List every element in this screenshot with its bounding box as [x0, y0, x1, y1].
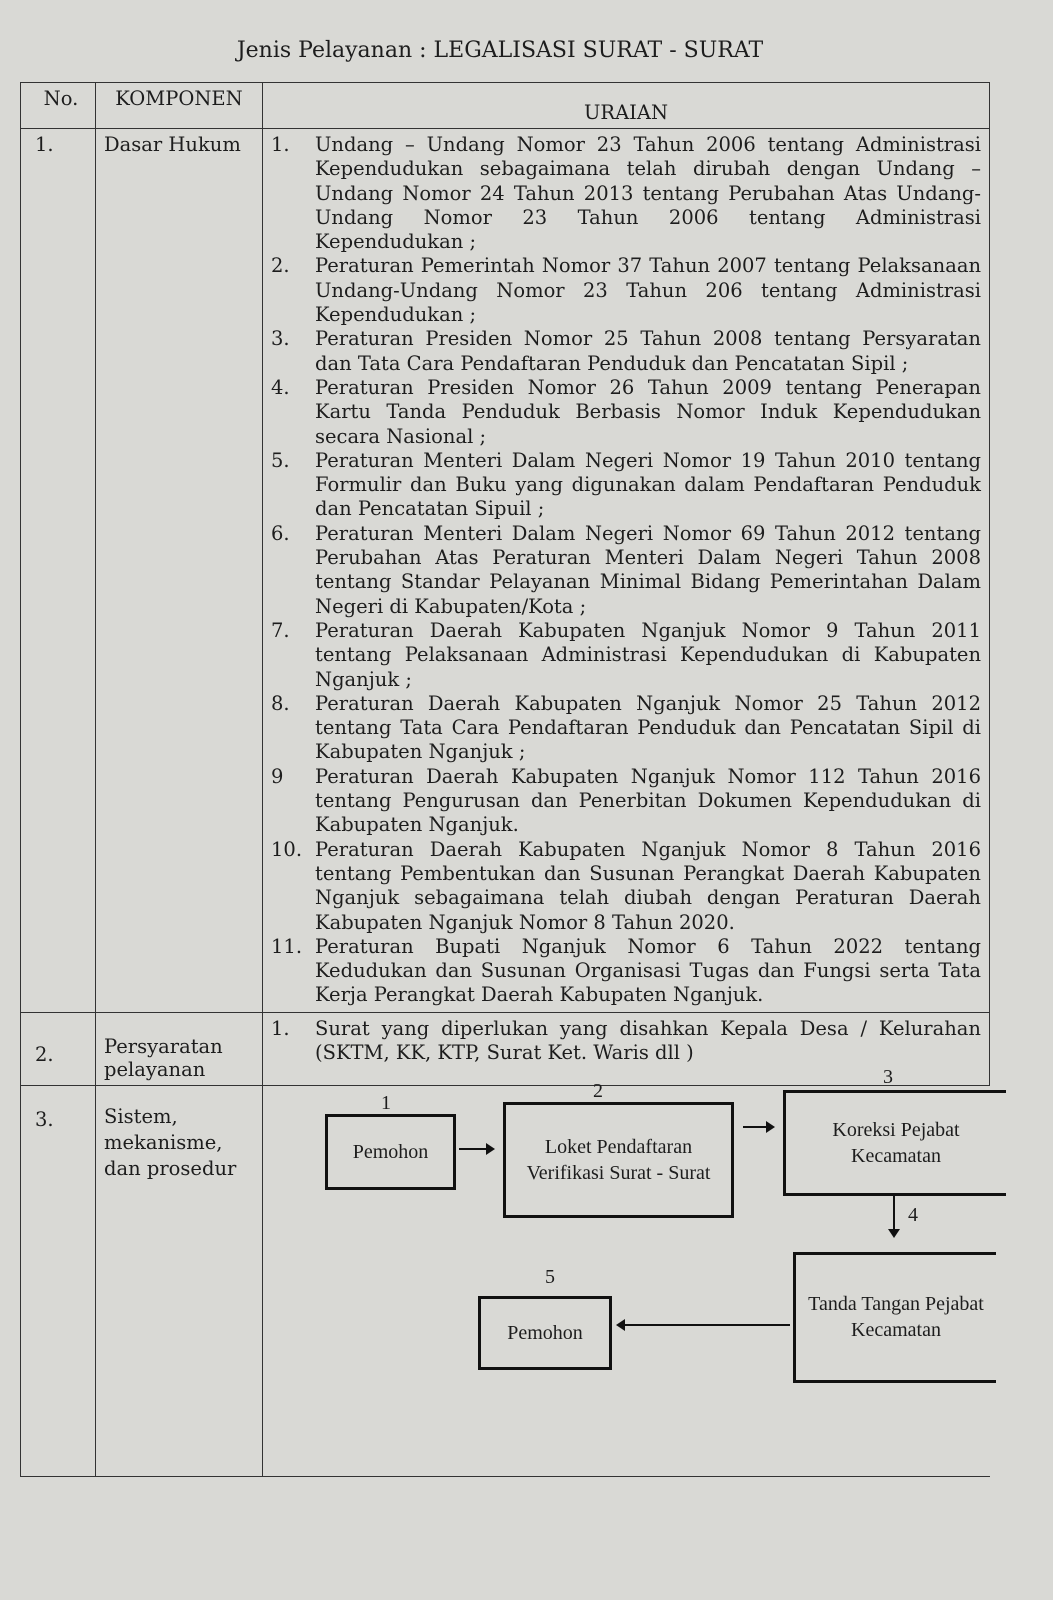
list-item — [271, 838, 981, 935]
header-komponen: KOMPONEN — [96, 83, 263, 129]
item-text: Peraturan Presiden Nomor 26 Tahun 2009 tentang Penerapan Kartu Tanda Penduduk Berbasis Nomor Induk Kependudukan secara Nasional ; — [315, 375, 981, 448]
row-uraian — [263, 1065, 990, 1476]
list-item — [271, 692, 981, 765]
item-number: 1. — [271, 1016, 290, 1040]
requirements-list — [271, 1017, 981, 1066]
flow-step-koreksi: Koreksi Pejabat Kecamatan — [783, 1090, 1006, 1196]
item-text: Peraturan Daerah Kabupaten Nganjuk Nomor 25 Tahun 2012 tentang Tata Cara Pendaftaran Penduduk dan Pencatatan Sipil di Kabupaten Nganjuk ; — [315, 691, 981, 764]
item-text: Peraturan Menteri Dalam Negeri Nomor 69 Tahun 2012 tentang Perubahan Atas Peraturan Menteri Dalam Negeri Tahun 2008 tentang Standar Pelayanan Minimal Bidang Pemerintahan Dalam Negeri di Kabupaten/Kota ; — [315, 521, 981, 618]
legal-basis-list — [271, 133, 981, 1008]
arrow-right-icon — [459, 1148, 493, 1150]
flow-step-pemohon-final: Pemohon — [478, 1296, 612, 1370]
item-text: Surat yang diperlukan yang disahkan Kepala Desa / Kelurahan (SKTM, KK, KTP, Surat Ket. Waris dll ) — [315, 1016, 981, 1064]
page-title: Jenis Pelayanan : LEGALISASI SURAT - SURAT — [236, 38, 764, 63]
row-no: 3. — [21, 1085, 96, 1476]
row-komponen: Persyaratan pelayanan — [96, 1012, 263, 1085]
list-item — [271, 765, 981, 838]
item-number: 10. — [271, 837, 303, 861]
item-number: 6. — [271, 521, 290, 545]
table-row — [21, 129, 990, 1013]
step-number: 1 — [381, 1091, 391, 1114]
item-number: 8. — [271, 691, 290, 715]
list-item — [271, 522, 981, 619]
list-item — [271, 327, 981, 376]
item-text: Peraturan Menteri Dalam Negeri Nomor 19 Tahun 2010 tentang Formulir dan Buku yang digunakan dalam Pendaftaran Penduduk dan Pencatatan Sipuil ; — [315, 448, 981, 521]
list-item — [271, 133, 981, 254]
flow-step-loket: Loket Pendaftaran Verifikasi Surat - Surat — [503, 1102, 734, 1218]
step-number: 3 — [883, 1065, 893, 1088]
header-uraian: URAIAN — [263, 83, 990, 129]
item-number: 9 — [271, 764, 284, 788]
item-text: Peraturan Daerah Kabupaten Nganjuk Nomor 9 Tahun 2011 tentang Pelaksanaan Administrasi Kependudukan di Kabupaten Nganjuk ; — [315, 618, 981, 691]
table-header-row — [21, 83, 990, 129]
procedure-flowchart — [263, 1065, 990, 1476]
step-number: 4 — [908, 1203, 918, 1226]
flow-step-tanda-tangan: Tanda Tangan Pejabat Kecamatan — [793, 1252, 996, 1383]
list-item — [271, 449, 981, 522]
item-number: 7. — [271, 618, 290, 642]
row-komponen: Dasar Hukum — [96, 129, 263, 1013]
list-item — [271, 619, 981, 692]
item-number: 2. — [271, 254, 290, 278]
list-item — [271, 254, 981, 327]
item-text: Undang – Undang Nomor 23 Tahun 2006 tentang Administrasi Kependudukan sebagaimana telah dirubah dengan Undang – Undang Nomor 24 Tahun 2013 tentang Perubahan Atas Undang-Undang Nomor 23 Tahun 2006 tentang Administrasi Kependudukan ; — [315, 133, 981, 254]
table-row — [21, 1085, 990, 1476]
item-text: Peraturan Pemerintah Nomor 37 Tahun 2007 tentang Pelaksanaan Undang-Undang Nomor 23 Tahun 206 tentang Administrasi Kependudukan ; — [315, 254, 981, 327]
item-number: 11. — [271, 934, 303, 958]
row-uraian — [263, 129, 990, 1013]
item-text: Peraturan Bupati Nganjuk Nomor 6 Tahun 2022 tentang Kedudukan dan Susunan Organisasi Tugas dan Fungsi serta Tata Kerja Perangkat Daerah Kabupaten Nganjuk. — [315, 934, 981, 1007]
item-number: 1. — [271, 133, 290, 156]
item-text: Peraturan Presiden Nomor 25 Tahun 2008 tentang Persyaratan dan Tata Cara Pendaftaran Penduduk dan Pencatatan Sipil ; — [315, 327, 981, 375]
list-item — [271, 1017, 981, 1066]
item-text: Peraturan Daerah Kabupaten Nganjuk Nomor 112 Tahun 2016 tentang Pengurusan dan Penerbitan Dokumen Kependudukan di Kabupaten Nganjuk. — [315, 764, 981, 837]
row-no: 1. — [21, 129, 96, 1013]
row-no: 2. — [21, 1012, 96, 1085]
item-number: 5. — [271, 448, 290, 472]
row-uraian — [263, 1012, 990, 1085]
step-number: 2 — [593, 1079, 603, 1102]
list-item — [271, 935, 981, 1008]
item-text: Peraturan Daerah Kabupaten Nganjuk Nomor 8 Tahun 2016 tentang Pembentukan dan Susunan Perangkat Daerah Kabupaten Nganjuk sebagaimana telah diubah dengan Peraturan Daerah Kabupaten Nganjuk Nomor 8 Tahun 2020. — [315, 837, 981, 934]
item-number: 4. — [271, 375, 290, 399]
arrow-down-icon — [893, 1194, 895, 1236]
header-no: No. — [21, 83, 96, 129]
table-row — [21, 1012, 990, 1085]
row-komponen: Sistem, mekanisme, dan prosedur — [96, 1085, 263, 1476]
arrow-left-icon — [618, 1324, 790, 1326]
item-number: 3. — [271, 327, 290, 351]
flow-step-pemohon: Pemohon — [325, 1114, 456, 1190]
list-item — [271, 376, 981, 449]
service-table — [20, 82, 990, 1477]
arrow-right-icon — [743, 1126, 773, 1128]
step-number: 5 — [545, 1265, 555, 1288]
